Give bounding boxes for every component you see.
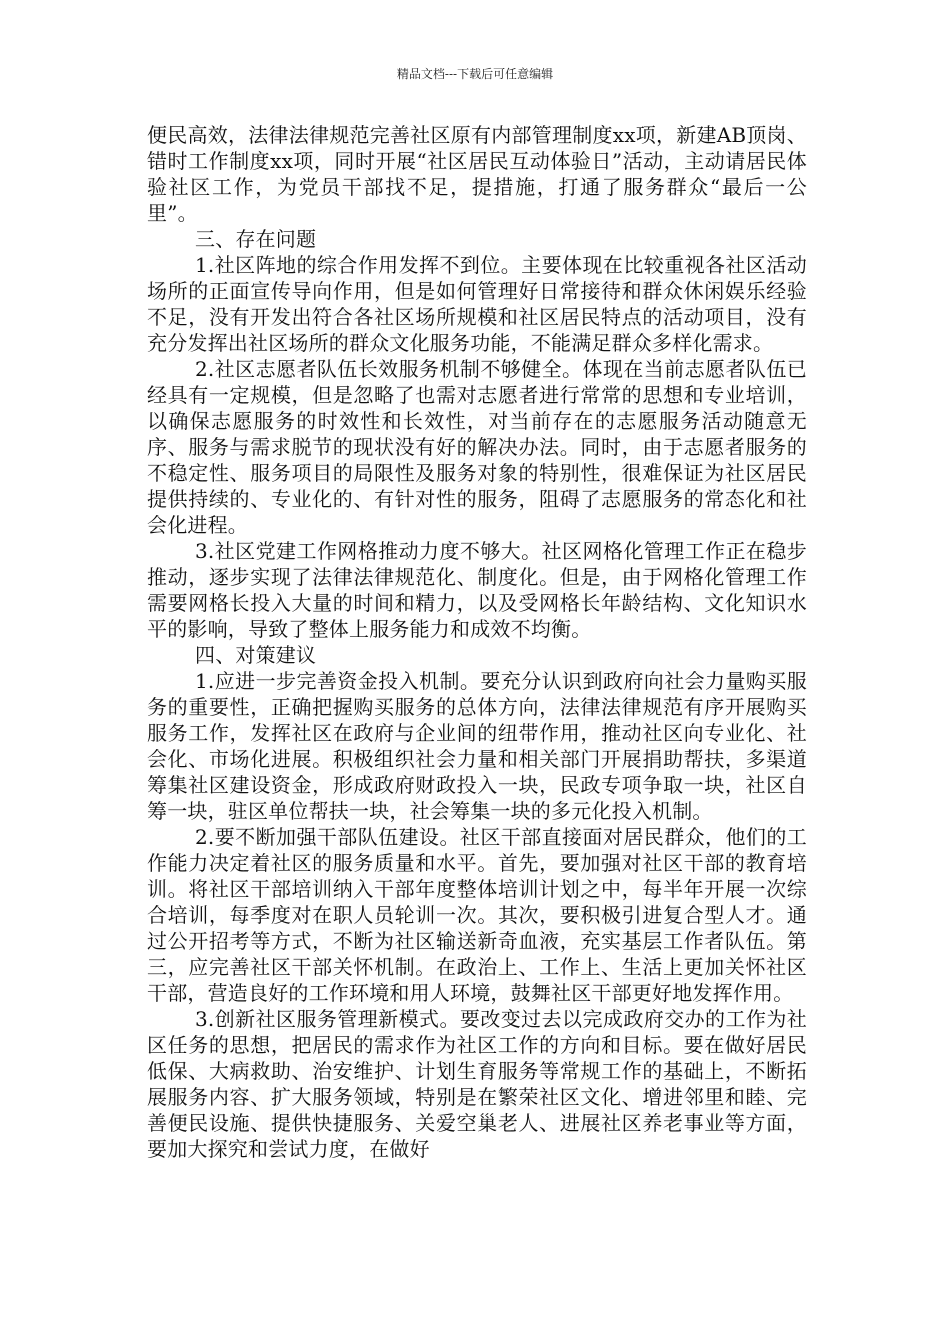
paragraph-suggestion-3: 3.创新社区服务管理新模式。要改变过去以完成政府交办的工作为社区任务的思想，把居民的需求作为社区工作的方向和目标。要在做好居民低保、大病救助、治安维护、计划生育服务等常规工作的基础上，不断拓展服务内容、扩大服务领域，特别是在繁荣社区文化、增进邻里和睦、完善便民设施、提供快捷服务、关爱空巢老人、进展社区养老事业等方面，要加大探究和尝试力度，在做好 (147, 1007, 807, 1161)
paragraph-suggestion-2: 2.要不断加强干部队伍建设。社区干部直接面对居民群众，他们的工作能力决定着社区的服务质量和水平。首先，要加强对社区干部的教育培训。将社区干部培训纳入干部年度整体培训计划之中，每半年开展一次综合培训，每季度对在职人员轮训一次。其次，要积极引进复合型人才。通过公开招考等方式，不断为社区输送新奇血液，充实基层工作者队伍。第三，应完善社区干部关怀机制。在政治上、工作上、生活上更加关怀社区干部，营造良好的工作环境和用人环境，鼓舞社区干部更好地发挥作用。 (147, 825, 807, 1005)
section-heading-problems: 三、存在问题 (195, 227, 317, 251)
paragraph-suggestion-1: 1.应进一步完善资金投入机制。要充分认识到政府向社会力量购买服务的重要性，正确把握购买服务的总体方向，法律法律规范有序开展购买服务工作，发挥社区在政府与企业间的纽带作用，推动社区向专业化、社会化、市场化进展。积极组织社会力量和相关部门开展捐助帮扶，多渠道筹集社区建设资金，形成政府财政投入一块，民政专项争取一块，社区自筹一块，驻区单位帮扶一块，社会筹集一块的多元化投入机制。 (147, 669, 807, 823)
paragraph-intro-continuation: 便民高效，法律法律规范完善社区原有内部管理制度xx项，新建AB顶岗、错时工作制度xx项，同时开展“社区居民互动体验日”活动，主动请居民体验社区工作，为党员干部找不足，提措施，打通了服务群众“最后一公里”。 (147, 123, 807, 225)
document-body (147, 122, 807, 1162)
section-heading-suggestions: 四、对策建议 (195, 643, 317, 667)
page-header: 精品文档---下载后可任意编辑 (396, 67, 554, 81)
paragraph-problem-1: 1.社区阵地的综合作用发挥不到位。主要体现在比较重视各社区活动场所的正面宣传导向作用，但是如何管理好日常接待和群众休闲娱乐经验不足，没有开发出符合各社区场所规模和社区居民特点的活动项目，没有充分发挥出社区场所的群众文化服务功能，不能满足群众多样化需求。 (147, 253, 807, 355)
paragraph-problem-2: 2.社区志愿者队伍长效服务机制不够健全。体现在当前志愿者队伍已经具有一定规模，但是忽略了也需对志愿者进行常常的思想和专业培训，以确保志愿服务的时效性和长效性，对当前存在的志愿服务活动随意无序、服务与需求脱节的现状没有好的解决办法。同时，由于志愿者服务的不稳定性、服务项目的局限性及服务对象的特别性，很难保证为社区居民提供持续的、专业化的、有针对性的服务，阻碍了志愿服务的常态化和社会化进程。 (147, 357, 807, 537)
paragraph-problem-3: 3.社区党建工作网格推动力度不够大。社区网格化管理工作正在稳步推动，逐步实现了法律法律规范化、制度化。但是，由于网格化管理工作需要网格长投入大量的时间和精力，以及受网格长年龄结构、文化知识水平的影响，导致了整体上服务能力和成效不均衡。 (147, 539, 807, 641)
